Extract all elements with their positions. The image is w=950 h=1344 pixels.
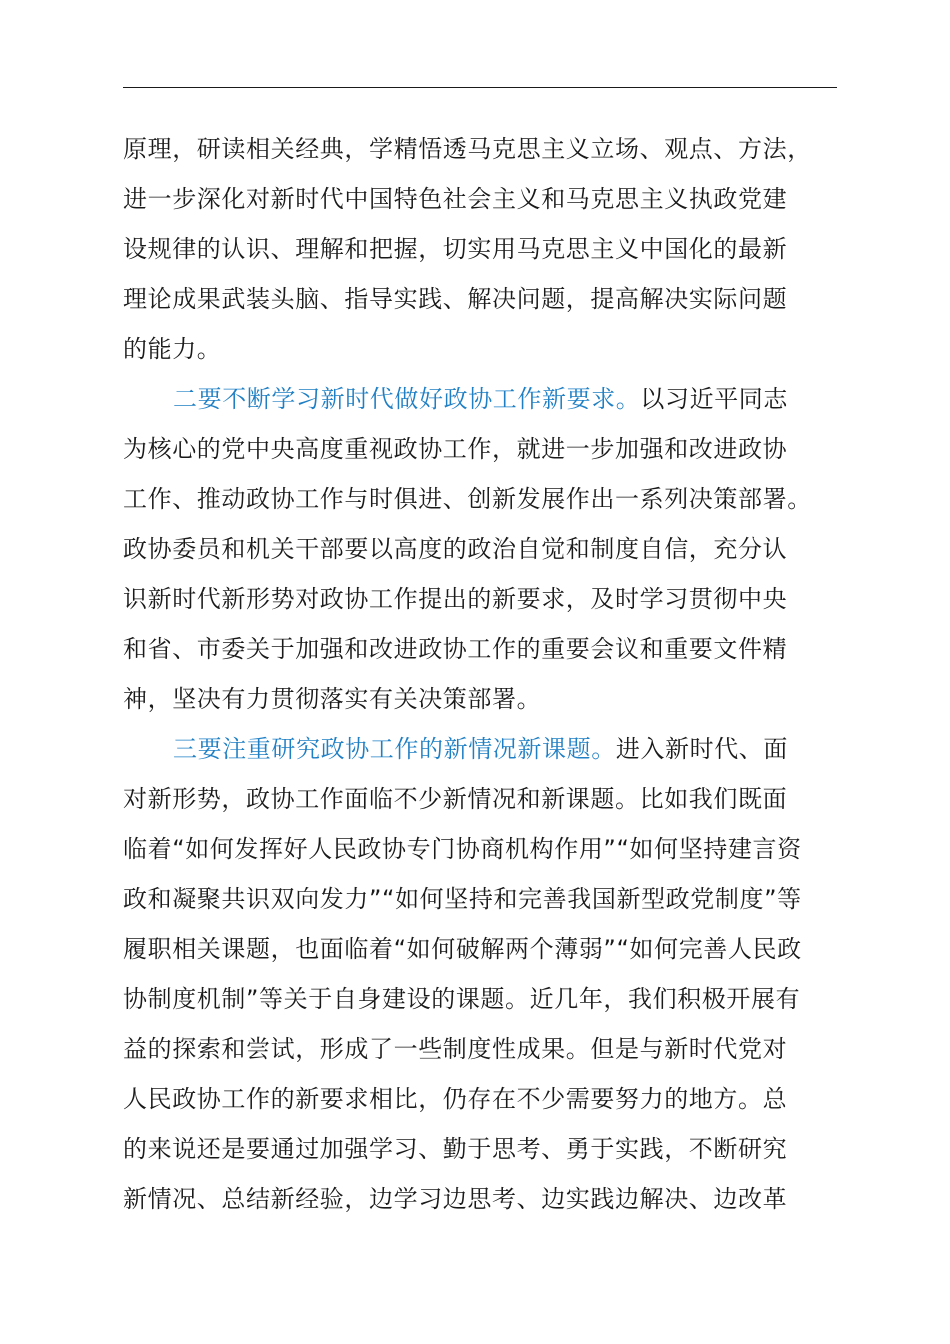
text-line: 识新时代新形势对政协工作提出的新要求，及时学习贯彻中央 [123,585,788,613]
paragraph-3-heading: 三要注重研究政协工作的新情况新课题。 [173,735,616,763]
paragraph-2-first-line [123,374,863,424]
text-line: 神，坚决有力贯彻落实有关决策部署。 [123,685,542,713]
text-line: 政和凝聚共识双向发力”“如何坚持和完善我国新型政党制度”等 [123,885,802,913]
header-rule [123,87,837,88]
text-line: 政协委员和机关干部要以高度的政治自觉和制度自信，充分认 [123,535,788,563]
text-line: 理论成果武装头脑、指导实践、解决问题，提高解决实际问题 [123,285,788,313]
text-line: 工作、推动政协工作与时俱进、创新发展作出一系列决策部署。 [123,485,812,513]
paragraph-3-first-text: 进入新时代、面 [615,735,789,763]
text-line: 协制度机制”等关于自身建设的课题。近几年，我们积极开展有 [123,985,801,1013]
text-line: 进一步深化对新时代中国特色社会主义和马克思主义执政党建 [123,185,788,213]
text-line: 的能力。 [123,335,222,363]
text-line: 设规律的认识、理解和把握，切实用马克思主义中国化的最新 [123,235,788,263]
text-line: 履职相关课题，也面临着“如何破解两个薄弱”“如何完善人民政 [123,935,802,963]
text-line: 为核心的党中央高度重视政协工作，就进一步加强和改进政协 [123,435,788,463]
text-line: 对新形势，政协工作面临不少新情况和新课题。比如我们既面 [123,785,788,813]
text-line: 人民政协工作的新要求相比，仍存在不少需要努力的地方。总 [123,1085,788,1113]
text-line: 新情况、总结新经验，边学习边思考、边实践边解决、边改革 [123,1185,788,1213]
text-line: 的来说还是要通过加强学习、勤于思考、勇于实践，不断研究 [123,1135,788,1163]
body-text [123,124,863,1224]
text-line: 和省、市委关于加强和改进政协工作的重要会议和重要文件精 [123,635,788,663]
text-line: 益的探索和尝试，形成了一些制度性成果。但是与新时代党对 [123,1035,788,1063]
paragraph-3-first-line [123,724,863,774]
paragraph-2-heading: 二要不断学习新时代做好政协工作新要求。 [173,385,641,413]
text-line: 原理，研读相关经典，学精悟透马克思主义立场、观点、方法， [123,135,812,163]
paragraph-2-first-text: 以习近平同志 [640,385,789,413]
text-line: 临着“如何发挥好人民政协专门协商机构作用”“如何坚持建言资 [123,835,802,863]
